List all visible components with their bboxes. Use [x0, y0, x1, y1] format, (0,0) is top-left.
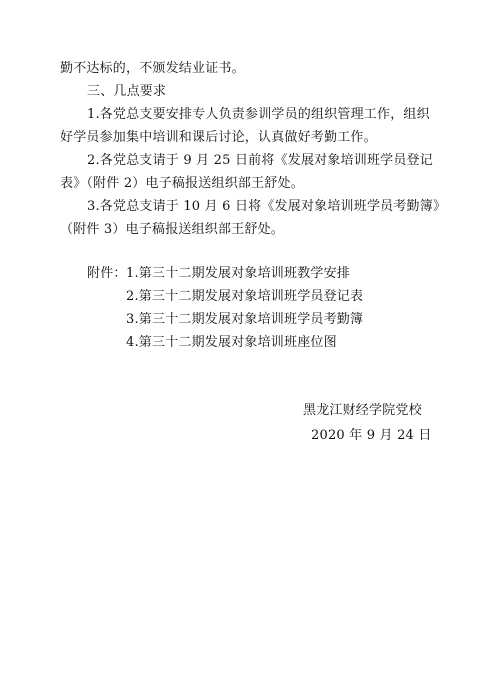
paragraph-line-4: 好学员参加集中培训和课后讨论，认真做好考勤工作。	[60, 130, 377, 145]
signature-date: 2020 年 9 月 24 日	[311, 428, 432, 443]
paragraph-line-6: 表》（附件 2）电子稿报送组织部王舒处。	[60, 176, 304, 191]
signature-organization: 黑龙江财经学院党校	[303, 403, 422, 418]
attachment-item-3: 3.第三十二期发展对象培训班学员考勤簿	[126, 312, 364, 327]
paragraph-line-5: 2.各党总支请于 9 月 25 日前将《发展对象培训班学员登记	[87, 153, 433, 168]
paragraph-line-3: 1.各党总支要安排专人负责参训学员的组织管理工作，组织	[87, 107, 430, 122]
attachments-label: 附件：	[87, 266, 127, 281]
attachment-item-1: 1.第三十二期发展对象培训班教学安排	[126, 266, 351, 281]
paragraph-line-8: （附件 3）电子稿报送组织部王舒处。	[60, 222, 285, 237]
paragraph-line-7: 3.各党总支请于 10 月 6 日将《发展对象培训班学员考勤簿》	[87, 199, 447, 214]
attachment-item-4: 4.第三十二期发展对象培训班座位图	[126, 335, 337, 350]
paragraph-line-1: 勤不达标的，不颁发结业证书。	[60, 61, 245, 76]
attachment-item-2: 2.第三十二期发展对象培训班学员登记表	[126, 289, 364, 304]
section-heading-requirements: 三、几点要求	[87, 84, 167, 99]
